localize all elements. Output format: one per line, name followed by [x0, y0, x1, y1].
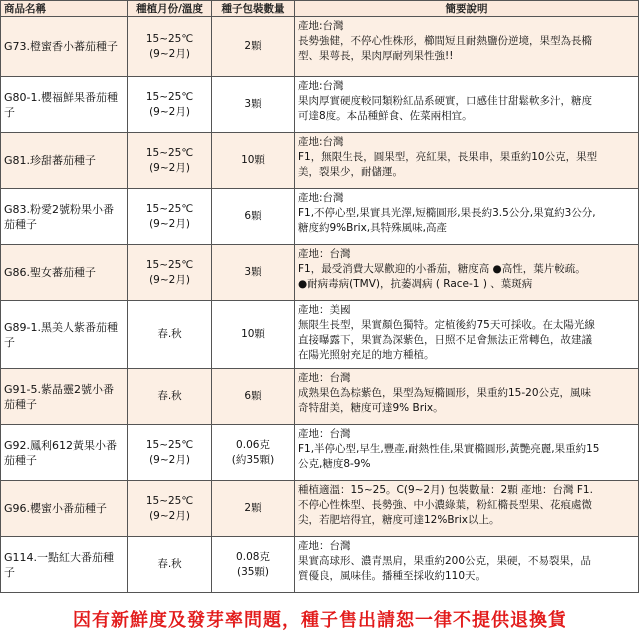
- product-description: [295, 17, 639, 77]
- table-row: [1, 77, 639, 133]
- package-quantity: [212, 133, 295, 189]
- header-quantity: 種子包裝數量: [212, 1, 295, 17]
- product-description: [295, 133, 639, 189]
- description-line: ●耐病毒病(TMV)，抗萎凋病 ( Race-1 ) 、葉斑病: [298, 278, 533, 290]
- description-line: 長勢強健，不停心性株形，櫛間短且耐熱鹽份逆境，果型為長橢: [298, 35, 592, 47]
- description-line: 種植適溫：15~25。C(9~2月) 包裝數量：2顆 產地：台灣 F1.: [298, 484, 593, 496]
- table-row: [1, 189, 639, 245]
- description-line: F1,半停心型,早生,豐產,耐熱性佳,果實橢圓形,黃艷亮麗,果重約15: [298, 443, 600, 455]
- header-description: 簡要說明: [295, 1, 639, 17]
- no-return-notice: 因有新鮮度及發芽率問題，種子售出請恕一律不提供退換貨: [73, 610, 567, 631]
- description-line: F1，無限生長，圓果型，亮紅果，長果串，果重約10公克，果型: [298, 151, 598, 163]
- description-line: 在陽光照射充足的地方種植。: [298, 349, 435, 361]
- planting-season: [128, 245, 212, 301]
- product-description: [295, 77, 639, 133]
- planting-season: [128, 301, 212, 369]
- product-description: [295, 369, 639, 425]
- planting-season: [128, 189, 212, 245]
- product-name: G92.鳳利612黃果小番茄種子: [1, 425, 128, 481]
- description-line: 產地:台灣: [298, 20, 344, 32]
- description-line: 產地:台灣: [298, 80, 344, 92]
- description-line: 美，裂果少，耐儲運。: [298, 166, 403, 178]
- planting-season-line: (9~2月): [149, 217, 190, 230]
- planting-season: [128, 537, 212, 593]
- planting-season: [128, 17, 212, 77]
- description-line: 可達8度。本品種鮮食、佐菜兩相宜。: [298, 110, 473, 122]
- planting-season-line: 春.秋: [157, 390, 182, 402]
- description-line: 不停心性株型、長勢強、中小濃綠葉，粉紅橢長型果、花痕處微: [298, 499, 592, 511]
- package-quantity-line: 10顆: [241, 328, 265, 340]
- description-line: 產地：台灣: [298, 372, 351, 384]
- package-quantity-line: (約35顆): [231, 453, 275, 466]
- description-line: 無限生長型，果實顏色獨特。定植後約75天可採收。在太陽光線: [298, 319, 595, 331]
- planting-season-line: (9~2月): [149, 105, 190, 118]
- planting-season: [128, 77, 212, 133]
- package-quantity-line: 3顆: [244, 266, 262, 278]
- planting-season: [128, 369, 212, 425]
- product-name: G89-1.黑美人紫番茄種子: [1, 301, 128, 369]
- description-line: 直接曝露下，果實為深紫色，日照不足會無法正常轉色，故建議: [298, 334, 592, 346]
- planting-season-line: 15~25℃: [145, 438, 194, 451]
- description-line: 公克,糖度8-9%: [298, 458, 371, 470]
- description-line: 尖，若肥培得宜，糖度可達12%Brix以上。: [298, 514, 500, 526]
- planting-season-line: 春.秋: [157, 558, 182, 570]
- package-quantity: [212, 245, 295, 301]
- package-quantity-line: 6顆: [244, 210, 262, 222]
- description-line: F1,不停心型,果實具光澤,短橢圓形,果長約3.5公分,果寬約3公分,: [298, 207, 596, 219]
- description-line: F1，最受消費大眾歡迎的小番茄，糖度高 ●高性，葉片較疏。: [298, 263, 586, 275]
- description-line: 糖度約9%Brix,具特殊風味,高產: [298, 222, 447, 234]
- package-quantity: [212, 17, 295, 77]
- package-quantity-line: 6顆: [244, 390, 262, 402]
- description-line: 型、果萼長，果肉厚耐列果性強!!: [298, 50, 454, 62]
- product-name: G80-1.櫻福鮮果番茄種子: [1, 77, 128, 133]
- planting-season: [128, 133, 212, 189]
- description-line: 成熟果色為棕紫色，果型為短橢圓形，果重約15-20公克，風味: [298, 387, 592, 399]
- description-line: 產地：台灣: [298, 428, 351, 440]
- product-description: [295, 301, 639, 369]
- planting-season: [128, 425, 212, 481]
- description-line: 產地：美國: [298, 304, 351, 316]
- description-line: 產地:台灣: [298, 136, 344, 148]
- product-description: [295, 537, 639, 593]
- planting-season-line: (9~2月): [149, 453, 190, 466]
- package-quantity-line: 0.08克: [236, 550, 270, 563]
- description-line: 產地:台灣: [298, 192, 344, 204]
- description-line: 質優良，風味佳。播種至採收約110天。: [298, 570, 487, 582]
- package-quantity-line: 2顆: [244, 40, 262, 52]
- table-row: [1, 133, 639, 189]
- planting-season-line: (9~2月): [149, 161, 190, 174]
- header-product-name: 商品名稱: [1, 1, 128, 17]
- planting-season-line: (9~2月): [149, 47, 190, 60]
- product-description: [295, 245, 639, 301]
- planting-season-line: 15~25℃: [145, 494, 194, 507]
- table-row: [1, 425, 639, 481]
- package-quantity-line: 10顆: [241, 154, 265, 166]
- product-name: G114.一點紅大番茄種子: [1, 537, 128, 593]
- description-line: 產地：台灣: [298, 248, 351, 260]
- table-row: [1, 245, 639, 301]
- package-quantity: [212, 77, 295, 133]
- table-row: [1, 481, 639, 537]
- planting-season-line: 15~25℃: [145, 32, 194, 45]
- package-quantity: [212, 369, 295, 425]
- table-row: [1, 17, 639, 77]
- table-body: [1, 17, 639, 593]
- description-line: 果肉厚實硬度較同類粉紅品系硬實，口感佳甘甜鬆軟多汁，糖度: [298, 95, 592, 107]
- package-quantity: [212, 301, 295, 369]
- product-name: G81.珍甜蕃茄種子: [1, 133, 128, 189]
- package-quantity-line: 3顆: [244, 98, 262, 110]
- planting-season-line: 春.秋: [157, 328, 182, 340]
- product-description: [295, 425, 639, 481]
- planting-season-line: (9~2月): [149, 509, 190, 522]
- planting-season-line: 15~25℃: [145, 202, 194, 215]
- product-name: G91-5.紫晶靈2號小番茄種子: [1, 369, 128, 425]
- package-quantity-line: (35顆): [236, 565, 270, 578]
- product-name: G73.橙蜜香小蕃茄種子: [1, 17, 128, 77]
- description-line: 果實高球形、濃青黑肩，果重約200公克，果硬，不易裂果，品: [298, 555, 592, 567]
- description-line: 奇特甜美，糖度可達9% Brix。: [298, 402, 444, 414]
- product-name: G86.聖女蕃茄種子: [1, 245, 128, 301]
- table-row: [1, 369, 639, 425]
- package-quantity: [212, 189, 295, 245]
- package-quantity: [212, 537, 295, 593]
- product-name: G96.櫻蜜小番茄種子: [1, 481, 128, 537]
- table-row: [1, 301, 639, 369]
- package-quantity: [212, 425, 295, 481]
- planting-season: [128, 481, 212, 537]
- header-season: 種植月份/溫度: [128, 1, 212, 17]
- product-name: G83.粉愛2號粉果小番茄種子: [1, 189, 128, 245]
- planting-season-line: 15~25℃: [145, 146, 194, 159]
- planting-season-line: (9~2月): [149, 273, 190, 286]
- package-quantity-line: 2顆: [244, 502, 262, 514]
- package-quantity-line: 0.06克: [236, 438, 270, 451]
- package-quantity: [212, 481, 295, 537]
- description-line: 產地：台灣: [298, 540, 351, 552]
- product-description: [295, 481, 639, 537]
- table-header-row: [1, 1, 639, 17]
- planting-season-line: 15~25℃: [145, 90, 194, 103]
- product-description: [295, 189, 639, 245]
- table-row: [1, 537, 639, 593]
- planting-season-line: 15~25℃: [145, 258, 194, 271]
